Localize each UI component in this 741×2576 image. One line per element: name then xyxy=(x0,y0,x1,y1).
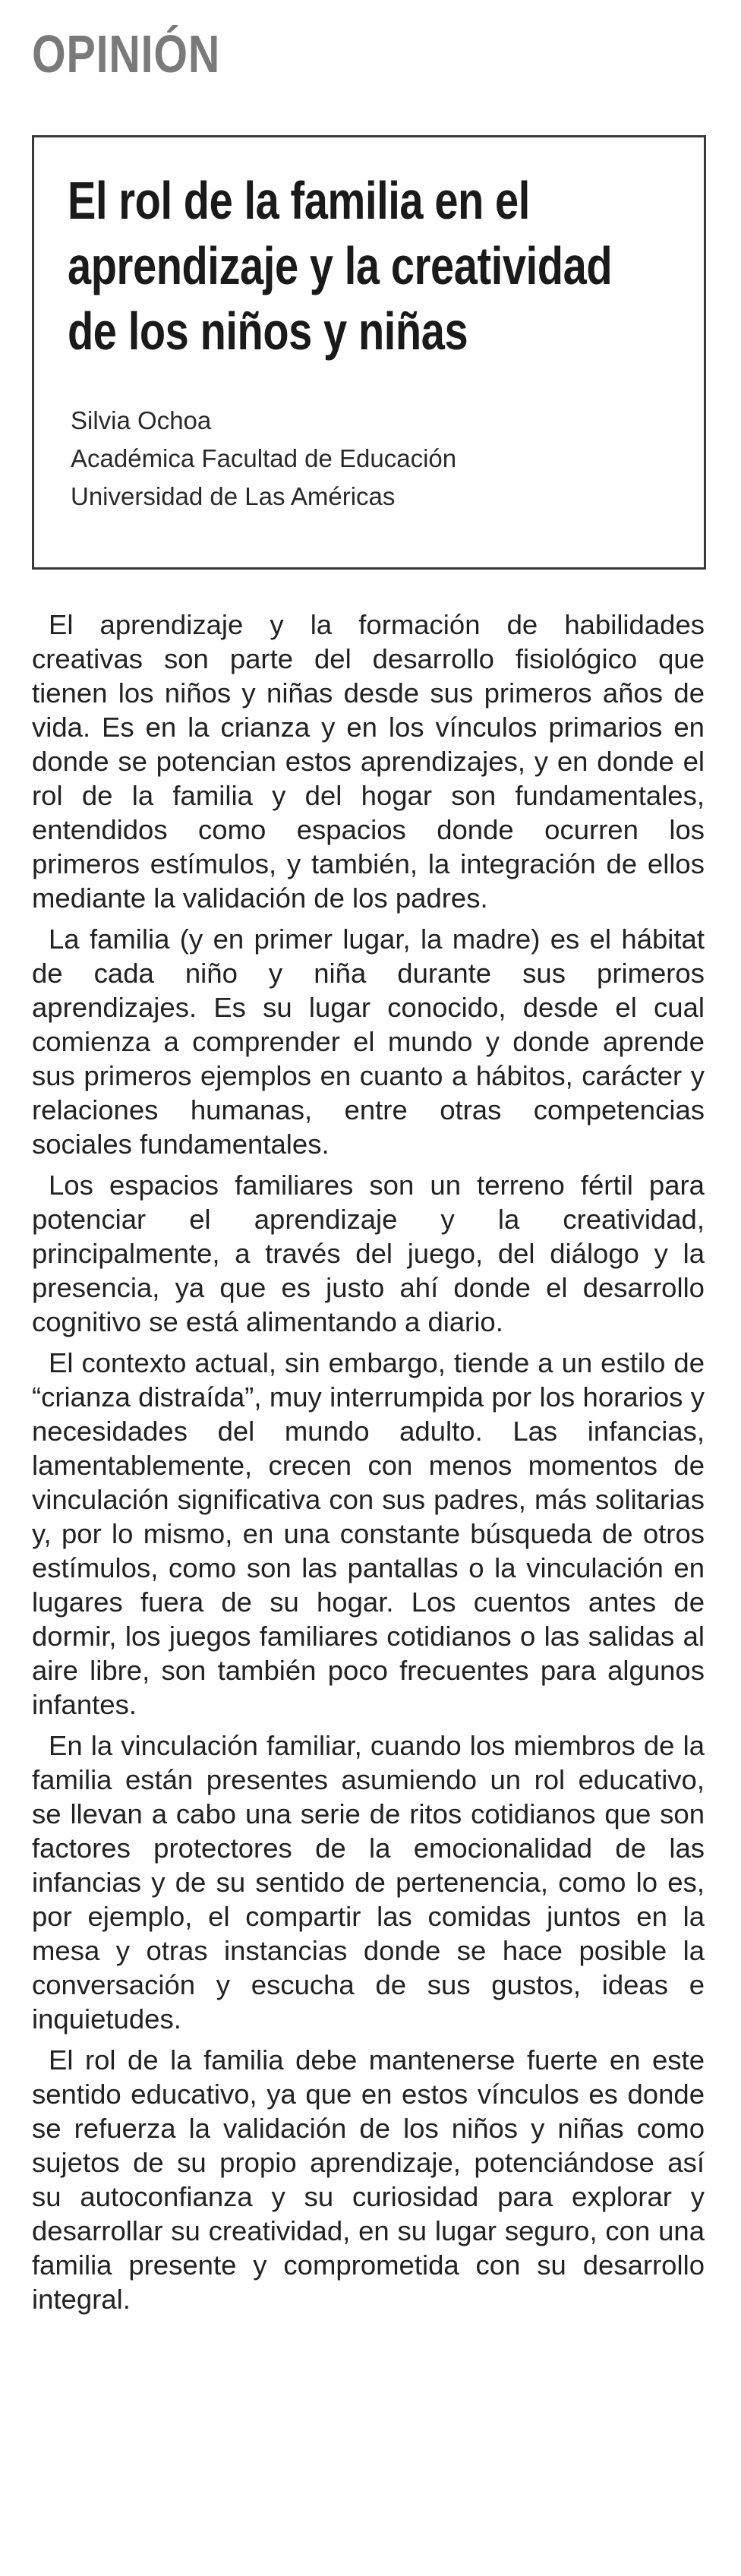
article-body xyxy=(32,608,705,2323)
headline-line-3: de los niños y niñas xyxy=(68,301,468,361)
headline-box xyxy=(32,135,706,570)
article-paragraph-1: El aprendizaje y la formación de habilidades creativas son parte del desarrollo fisiológico que tienen los niños y niñas desde sus primeros años de vida. Es en la crianza y en los vínculos primarios en donde se potencian estos aprendizajes, y en donde el rol de la familia y del hogar son fundamentales, entendidos como espacios donde ocurren los primeros estímulos, y también, la integración de ellos mediante la validación de los padres. xyxy=(32,609,705,914)
headline-line-2: aprendizaje y la creatividad xyxy=(68,236,613,295)
article-paragraph-2: La familia (y en primer lugar, la madre) es el hábitat de cada niño y niña durante sus primeros aprendizajes. Es su lugar conocido, desde el cual comienza a comprender el mundo y donde aprende sus primeros ejemplos en cuanto a hábitos, carácter y relaciones humanas, entre otras competencias sociales fundamentales. xyxy=(32,923,705,1160)
article-paragraph-5: En la vinculación familiar, cuando los miembros de la familia están presentes asumiendo un rol educativo, se llevan a cabo una serie de ritos cotidianos que son factores protectores de la emocionalidad de las infancias y de su sentido de pertenencia, como lo es, por ejemplo, el compartir las comidas juntos en la mesa y otras instancias donde se hace posible la conversación y escucha de sus gustos, ideas e inquietudes. xyxy=(32,1730,705,2035)
section-label: OPINIÓN xyxy=(32,24,221,84)
article-headline xyxy=(68,168,675,364)
author-role: Académica Facultad de Educación xyxy=(71,444,457,472)
article-paragraph-6: El rol de la familia debe mantenerse fuerte en este sentido educativo, ya que en estos vínculos es donde se refuerza la validación de los niños y niñas como sujetos de su propio aprendizaje, potenciándose así su autoconfianza y su curiosidad para explorar y desarrollar su creatividad, en su lugar seguro, con una familia presente y comprometida con su desarrollo integral. xyxy=(32,2044,705,2315)
article-paragraph-3: Los espacios familiares son un terreno fértil para potenciar el aprendizaje y la creatividad, principalmente, a través del juego, del diálogo y la presencia, ya que es justo ahí donde el desarrollo cognitivo se está alimentando a diario. xyxy=(32,1170,705,1337)
author-institution: Universidad de Las Américas xyxy=(71,482,396,510)
headline-line-1: El rol de la familia en el xyxy=(68,171,530,230)
author-name: Silvia Ochoa xyxy=(71,406,212,434)
byline xyxy=(71,402,456,516)
article-paragraph-4: El contexto actual, sin embargo, tiende a un estilo de “crianza distraída”, muy interrumpida por los horarios y necesidades del mundo adulto. Las infancias, lamentablemente, crecen con menos momentos de vinculación significativa con sus padres, más solitarias y, por lo mismo, en una constante búsqueda de otros estímulos, como son las pantallas o la vinculación en lugares fuera de su hogar. Los cuentos antes de dormir, los juegos familiares cotidianos o las salidas al aire libre, son también poco frecuentes para algunos infantes. xyxy=(32,1347,705,1720)
